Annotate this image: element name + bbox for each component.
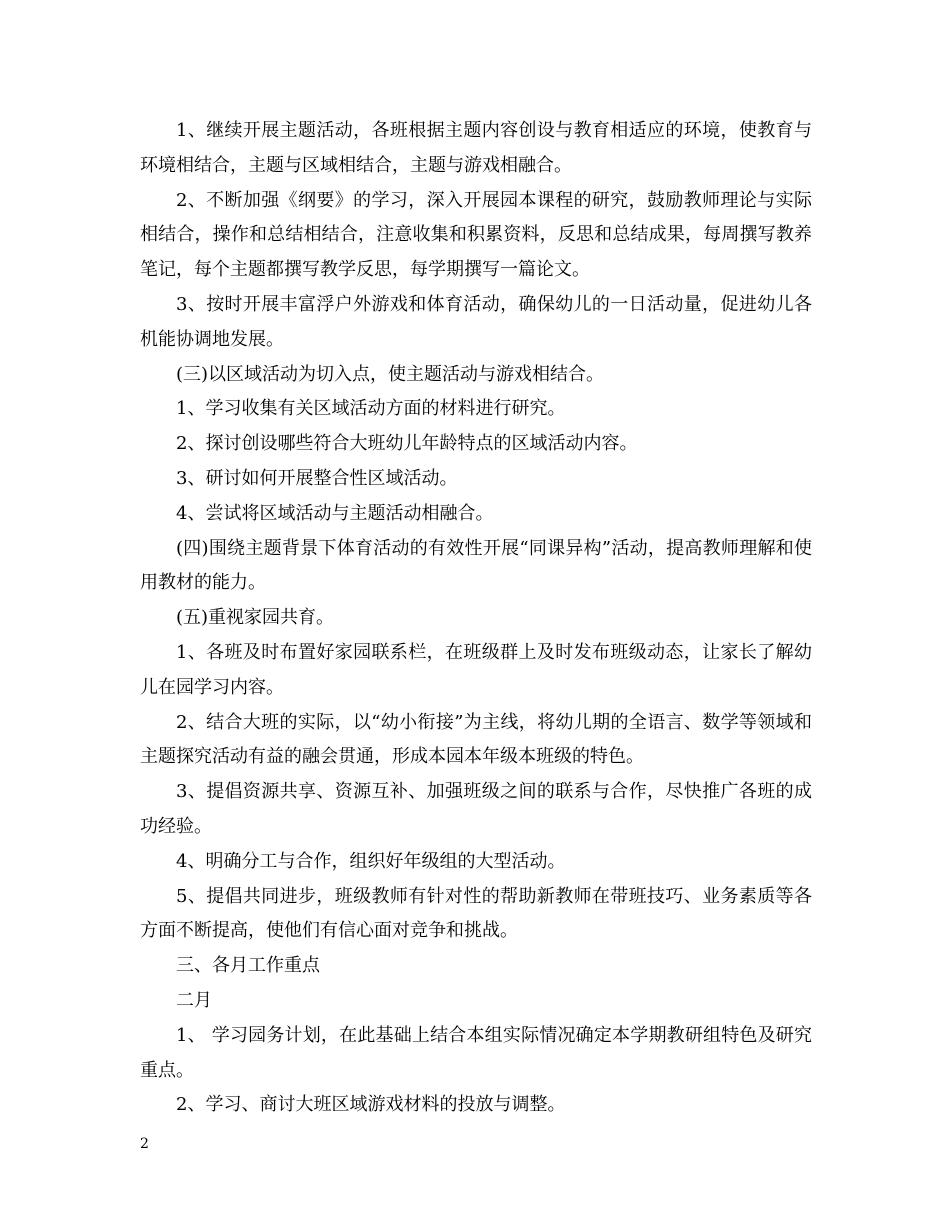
paragraph: 3、按时开展丰富浮户外游戏和体育活动，确保幼儿的一日活动量，促进幼儿各机能协调地发展。 xyxy=(140,293,812,350)
paragraph: 1、学习收集有关区域活动方面的材料进行研究。 xyxy=(176,398,566,420)
paragraph: 2、不断加强《纲要》的学习，深入开展园本课程的研究，鼓励教师理论与实际相结合，操作和总结相结合，注意收集和积累资料，反思和总结成果，每周撰写教养笔记，每个主题都撰写教学反思，每学期撰写一篇论文。 xyxy=(140,189,812,281)
paragraph: 3、提倡资源共享、资源互补、加强班级之间的联系与合作，尽快推广各班的成功经验。 xyxy=(140,781,812,837)
section-heading: (四)围绕主题背景下体育活动的有效性开展“同课异构”活动，提高教师理解和使用教材的能力。 xyxy=(140,537,812,594)
section-heading: (五)重视家园共育。 xyxy=(176,607,335,629)
page-number: 2 xyxy=(140,1136,149,1152)
paragraph: 1、继续开展主题活动，各班根据主题内容创设与教育相适应的环境，使教育与环境相结合，主题与区域相结合，主题与游戏相融合。 xyxy=(140,120,812,176)
document-body xyxy=(140,114,812,1123)
paragraph: 1、 学习园务计划，在此基础上结合本组实际情况确定本学期教研组特色及研究重点。 xyxy=(140,1024,812,1081)
paragraph: 2、探讨创设哪些符合大班幼儿年龄特点的区域活动内容。 xyxy=(176,433,638,455)
paragraph: 4、尝试将区域活动与主题活动相融合。 xyxy=(176,502,494,524)
paragraph: 2、结合大班的实际，以“幼小衔接”为主线，将幼儿期的全语言、数学等领域和主题探究活动有益的融会贯通，形成本园本年级本班级的特色。 xyxy=(140,711,812,768)
month-heading: 二月 xyxy=(176,989,212,1011)
paragraph: 4、明确分工与合作，组织好年级组的大型活动。 xyxy=(176,850,566,872)
paragraph: 1、各班及时布置好家园联系栏，在班级群上及时发布班级动态，让家长了解幼儿在园学习内容。 xyxy=(140,641,812,698)
section-heading: 三、各月工作重点 xyxy=(176,955,320,977)
section-heading: (三)以区域活动为切入点，使主题活动与游戏相结合。 xyxy=(176,363,605,385)
paragraph: 5、提倡共同进步，班级教师有针对性的帮助新教师在带班技巧、业务素质等各方面不断提高，使他们有信心面对竞争和挑战。 xyxy=(140,885,812,942)
paragraph: 3、研讨如何开展整合性区域活动。 xyxy=(176,467,458,489)
paragraph: 2、学习、商讨大班区域游戏材料的投放与调整。 xyxy=(176,1094,566,1116)
